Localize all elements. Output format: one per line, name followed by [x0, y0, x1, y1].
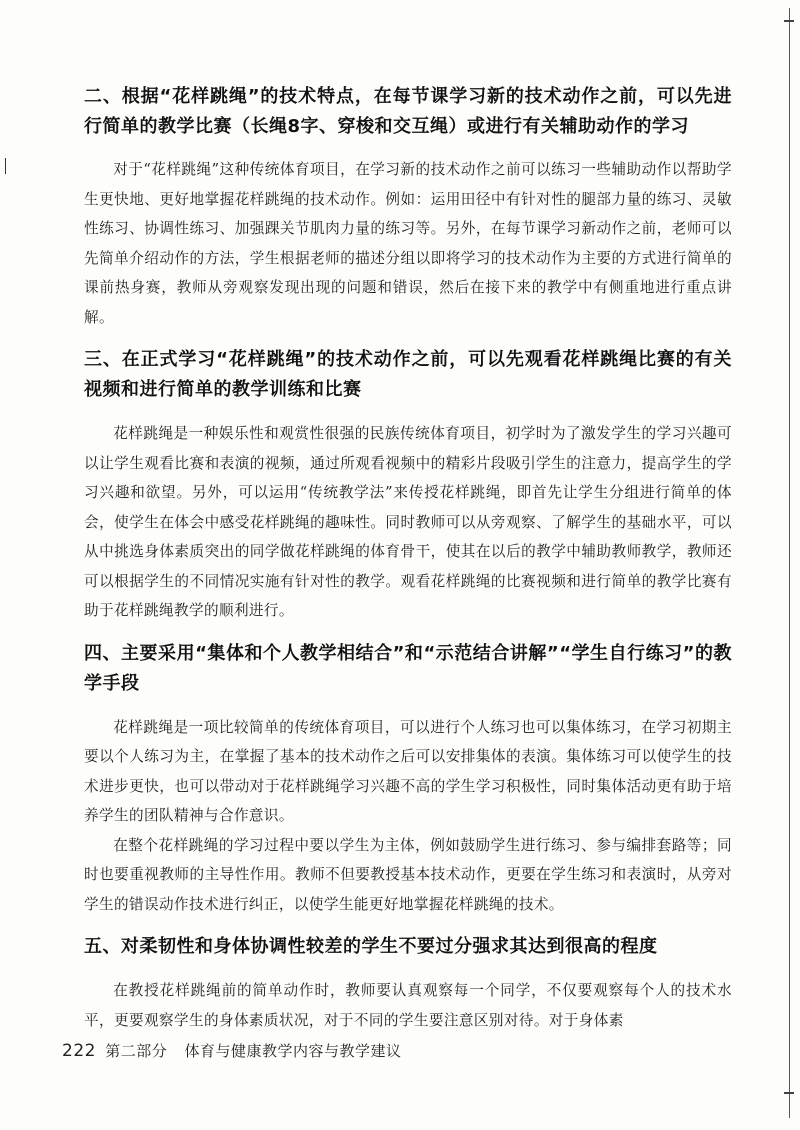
page-number: 222 — [62, 1041, 96, 1061]
footer-title: 体育与健康教学内容与教学建议 — [184, 1042, 402, 1060]
page-footer — [62, 1040, 402, 1061]
section-3 — [84, 345, 732, 626]
scan-edge-tick — [784, 20, 794, 22]
section-heading: 二、根据“花样跳绳”的技术特点，在每节课学习新的技术动作之前，可以先进行简单的教学比赛（长绳8字、穿梭和交互绳）或进行有关辅助动作的学习 — [84, 86, 732, 137]
page-content — [84, 82, 732, 1048]
section-heading: 四、主要采用“集体和个人教学相结合”和“示范结合讲解”“学生自行练习”的教学手段 — [84, 642, 732, 694]
scan-edge-tick — [784, 1092, 794, 1094]
footer-part: 第二部分 — [105, 1042, 168, 1060]
paragraph: 在整个花样跳绳的学习过程中要以学生为主体，例如鼓励学生进行练习、参与编排套路等；同时也要重视教师的主导性作用。教师不但要教授基本技术动作，更要在学生练习和表演时，从旁对学生的错误动作技术进行纠正，以使学生能更好地掌握花样跳绳的技术。 — [84, 836, 732, 913]
scan-edge-line — [789, 8, 790, 1118]
scan-mark — [5, 158, 6, 174]
paragraph: 在教授花样跳绳前的简单动作时，教师要认真观察每一个同学，不仅要观察每个人的技术水平，更要观察学生的身体素质状况，对于不同的学生要注意区别对待。对于身体素 — [84, 982, 732, 1029]
section-2 — [84, 82, 732, 332]
section-heading: 五、对柔韧性和身体协调性较差的学生不要过分强求其达到很高的程度 — [84, 936, 658, 957]
section-5 — [84, 932, 732, 1035]
section-heading: 三、在正式学习“花样跳绳”的技术动作之前，可以先观看花样跳绳比赛的有关视频和进行简单的教学训练和比赛 — [84, 349, 732, 400]
section-4 — [84, 639, 732, 920]
paragraph: 花样跳绳是一项比较简单的传统体育项目，可以进行个人练习也可以集体练习，在学习初期主要以个人练习为主，在掌握了基本的技术动作之后可以安排集体的表演。集体练习可以使学生的技术进步更快，也可以带动对于花样跳绳学习兴趣不高的学生学习积极性，同时集体活动更有助于培养学生的团队精神与合作意识。 — [84, 718, 732, 824]
paragraph: 对于“花样跳绳”这种传统体育项目，在学习新的技术动作之前可以练习一些辅助动作以帮助学生更快地、更好地掌握花样跳绳的技术动作。例如：运用田径中有针对性的腿部力量的练习、灵敏性练习、协调性练习、加强踝关节肌肉力量的练习等。另外，在每节课学习新动作之前，老师可以先简单介绍动作的方法，学生根据老师的描述分组以即将学习的技术动作为主要的方式进行简单的课前热身赛，教师从旁观察发现出现的问题和错误，然后在接下来的教学中有侧重地进行重点讲解。 — [84, 161, 732, 326]
paragraph: 花样跳绳是一种娱乐性和观赏性很强的民族传统体育项目，初学时为了激发学生的学习兴趣可以让学生观看比赛和表演的视频，通过所观看视频中的精彩片段吸引学生的注意力，提高学生的学习兴趣和欲望。另外，可以运用“传统教学法”来传授花样跳绳，即首先让学生分组进行简单的体会，使学生在体会中感受花样跳绳的趣味性。同时教师可以从旁观察、了解学生的基础水平，可以从中挑选身体素质突出的同学做花样跳绳的体育骨干，使其在以后的教学中辅助教师教学，教师还可以根据学生的不同情况实施有针对性的教学。观看花样跳绳的比赛视频和进行简单的教学比赛有助于花样跳绳教学的顺利进行。 — [84, 425, 732, 619]
